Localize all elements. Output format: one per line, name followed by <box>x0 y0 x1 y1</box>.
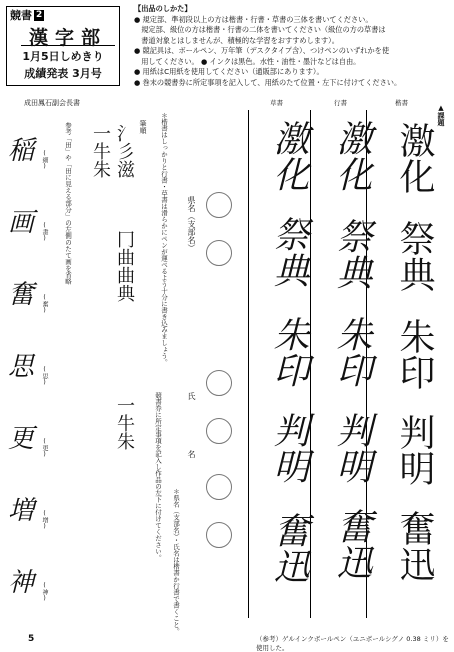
badge-label: 競書 <box>10 9 32 22</box>
shi-label: 氏 <box>187 392 196 400</box>
instruction-line: ● 巻末の競書券に所定事項を記入して、用紙のたて位置・左下に付けてください。 <box>134 77 402 87</box>
sample-label: (奮) <box>41 294 48 314</box>
seal-circle <box>206 370 232 396</box>
sample-label: (思) <box>41 366 48 386</box>
seal-circle <box>206 418 232 444</box>
sanko-note: 参考「田」や「田に見える部分」の左側のたて画を省略 <box>64 122 72 285</box>
instruction-line: 規定部、級位の方は楷書・行書の二体を書いてください（級位の方の草書は <box>134 25 386 34</box>
sample-char <box>8 274 54 346</box>
ken-note: ＊県名（支部名）・氏名は楷書か行書で書くこと。 <box>172 488 180 635</box>
sample-label: (神) <box>41 582 48 602</box>
seal-circle <box>206 522 232 548</box>
sample-glyph: 神 <box>8 568 35 598</box>
instructions <box>134 4 446 88</box>
sample-char <box>8 562 54 634</box>
sample-glyph: 画 <box>8 208 35 238</box>
sample-glyph: 更 <box>8 424 35 454</box>
president-credit: 成田鳳石副会長書 <box>24 99 80 107</box>
fude-note: ＊楷書はしっかりと行書・草書は滑らかにペンが運べるよう十分に書き込みましょう。 <box>160 112 168 366</box>
sample-char <box>8 418 54 490</box>
hitsujun-title: 筆順 <box>139 120 147 134</box>
column-header-kaisho: 楷書 <box>395 99 408 107</box>
instructions-title: 【出品のしかた】 <box>134 4 192 13</box>
column-header-gyosho: 行書 <box>334 99 347 107</box>
sample-char <box>8 202 54 274</box>
sample-label: (畫) <box>41 222 48 242</box>
seal-circle <box>206 240 232 266</box>
page-number: 5 <box>28 634 35 644</box>
kaisho-phrase: 奮迅 <box>394 510 435 582</box>
sample-glyph: 奮 <box>8 280 35 310</box>
kaisho-phrase: 判明 <box>394 414 435 486</box>
deadline-text: 1月5日しめきり <box>22 50 104 63</box>
sample-glyph: 稲 <box>8 136 35 166</box>
instruction-line: ● 規定部、準初段以上の方は楷書・行書・草書の三体を書いてください。 <box>134 14 373 24</box>
sample-char <box>8 490 54 562</box>
sample-char <box>8 346 54 418</box>
sample-glyph: 思 <box>8 352 35 382</box>
sosho-phrase: 奮迅 <box>268 512 309 584</box>
ticket-note: 競書券に所定事項を記入し作品の左下に付けてください。 <box>154 392 162 561</box>
sample-char <box>8 130 54 202</box>
gyosho-phrase: 判明 <box>331 412 372 484</box>
sample-char-list <box>8 130 54 634</box>
column-header-sosho: 草書 <box>270 99 283 107</box>
result-text: 成績発表 3月号 <box>24 67 102 80</box>
sosho-phrase: 激化 <box>268 120 309 192</box>
badge <box>7 7 47 23</box>
seal-circle <box>206 192 232 218</box>
sample-label: (細) <box>41 150 48 170</box>
ken-label: 県名（支部名） <box>187 196 196 252</box>
instruction-line: 用してください。 ● インクは黒色。水性・油性・墨汁などは自由。 <box>134 56 361 66</box>
hitsujun-stroke: 一牛朱 <box>114 396 135 450</box>
sosho-phrase: 祭典 <box>268 216 309 288</box>
hitsujun-stroke: 冂曲曲典 <box>114 230 135 302</box>
header-box <box>6 6 120 86</box>
sosho-phrase: 朱印 <box>268 316 309 388</box>
gyosho-phrase: 奮迅 <box>331 508 372 580</box>
kaisho-phrase: 祭典 <box>394 220 435 292</box>
instruction-line: ● 用紙はC用紙を使用してください（通販部にあります）。 <box>134 67 324 76</box>
sample-glyph: 増 <box>8 496 35 526</box>
seal-circle <box>206 474 232 500</box>
gyosho-phrase: 祭典 <box>331 218 372 290</box>
sample-label: (増) <box>41 510 48 530</box>
footnote: （参考）ゲルインクボールペン（ユニボールシグノ 0.38 ミリ）を使用した。 <box>256 635 449 652</box>
badge-number: 2 <box>36 9 43 20</box>
kaisho-phrase: 朱印 <box>394 318 435 390</box>
instruction-line: 書道対象とはしませんが、積極的な学習をおすすめします）。 <box>134 35 339 45</box>
hitsujun-stroke: 氵彡滋 <box>114 124 135 178</box>
gyosho-phrase: 朱印 <box>331 316 372 388</box>
column-rule <box>248 110 249 618</box>
hitsujun-stroke: 一牛朱 <box>90 124 111 178</box>
gyosho-phrase: 激化 <box>331 120 372 192</box>
sample-label: (更) <box>41 438 48 458</box>
kaisho-phrase: 激化 <box>394 122 435 194</box>
page-title: 漢字部 <box>21 23 115 46</box>
kadai-label: ▲課題 <box>437 104 445 126</box>
sosho-phrase: 判明 <box>268 412 309 484</box>
mei-label: 名 <box>187 450 196 458</box>
instruction-line: ● 競記具は、ボールペン、万年筆（デスクタイプ含）、つけペンのいずれかを使 <box>134 46 390 55</box>
